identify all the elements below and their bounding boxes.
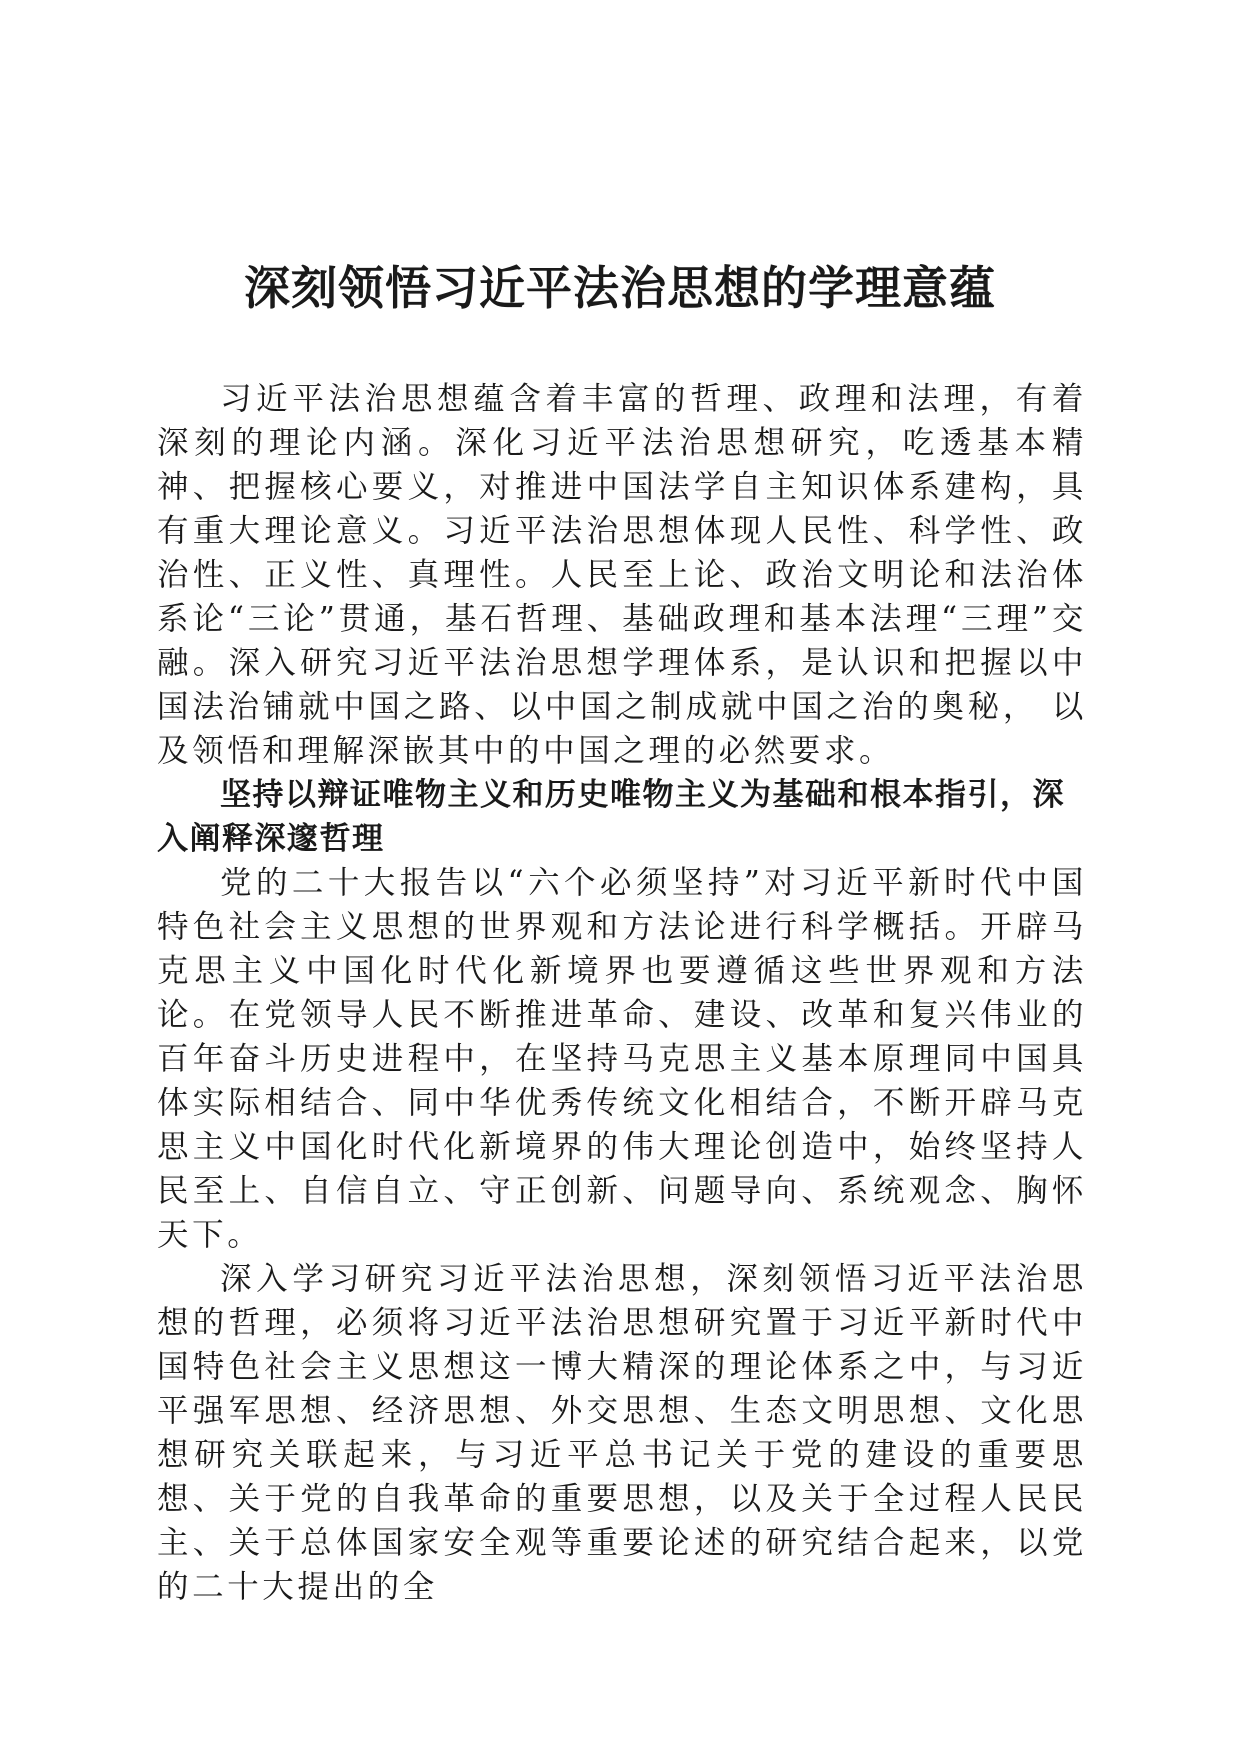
section-paragraph-2: 深入学习研究习近平法治思想，深刻领悟习近平法治思想的哲理，必须将习近平法治思想研究置于习近平新时代中国特色社会主义思想这一博大精深的理论体系之中，与习近平强军思想、经济思想、外交思想、生态文明思想、文化思想研究关联起来，与习近平总书记关于党的建设的重要思想、关于党的自我革命的重要思想，以及关于全过程人民民主、关于总体国家安全观等重要论述的研究结合起来，以党的二十大提出的全 xyxy=(157,1261,1087,1605)
document-title: 深刻领悟习近平法治思想的学理意蕴 xyxy=(244,261,996,315)
intro-paragraph: 习近平法治思想蕴含着丰富的哲理、政理和法理，有着深刻的理论内涵。深化习近平法治思想研究，吃透基本精神、把握核心要义，对推进中国法学自主知识体系建构，具有重大理论意义。习近平法治思想体现人民性、科学性、政治性、正义性、真理性。人民至上论、政治文明论和法治体系论“三论”贯通，基石哲理、基础政理和基本法理“三理”交融。深入研究习近平法治思想学理体系，是认识和把握以中国法治铺就中国之路、以中国之制成就中国之治的奥秘， 以及领悟和理解深嵌其中的中国之理的必然要求。 xyxy=(157,381,1087,769)
document-body xyxy=(157,377,1087,1609)
section-paragraph-1: 党的二十大报告以“六个必须坚持”对习近平新时代中国特色社会主义思想的世界观和方法论进行科学概括。开辟马克思主义中国化时代化新境界也要遵循这些世界观和方法论。在党领导人民不断推进革命、建设、改革和复兴伟业的百年奋斗历史进程中，在坚持马克思主义基本原理同中国具体实际相结合、同中华优秀传统文化相结合，不断开辟马克思主义中国化时代化新境界的伟大理论创造中，始终坚持人民至上、自信自立、守正创新、问题导向、系统观念、胸怀天下。 xyxy=(157,865,1087,1253)
section-heading: 坚持以辩证唯物主义和历史唯物主义为基础和根本指引，深入阐释深邃哲理 xyxy=(157,777,1065,857)
